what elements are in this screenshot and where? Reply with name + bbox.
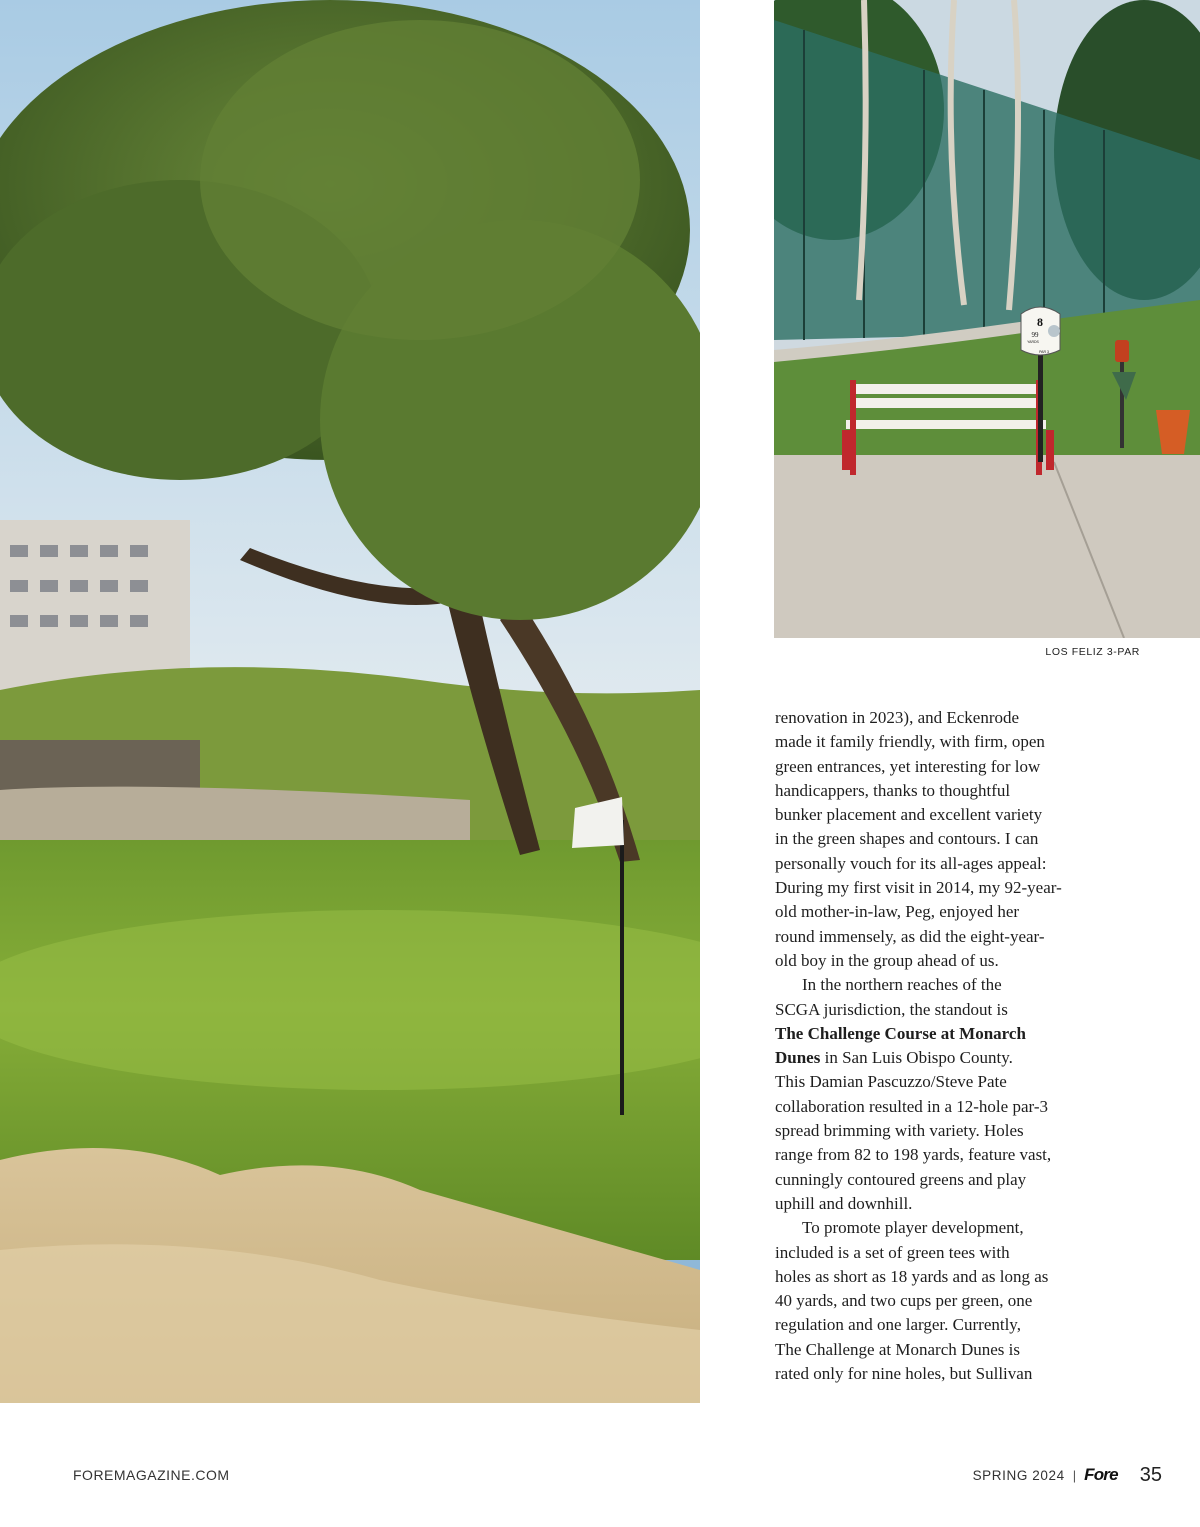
- text-line: renovation in 2023), and Eckenrode: [775, 708, 1020, 727]
- text-line: in the green shapes and contours. I can: [775, 829, 1039, 849]
- sign-yards: 99: [1031, 331, 1039, 339]
- footer-folio: [950, 1462, 1162, 1488]
- text-line: rated only for nine holes, but Sullivan: [775, 1364, 1033, 1384]
- paragraph-3: [775, 1216, 1105, 1386]
- text-line: bunker placement and excellent variety: [775, 805, 1043, 825]
- text-line: [775, 1022, 1105, 1046]
- text-line: This Damian Pascuzzo/Steve Pate: [775, 1072, 1007, 1092]
- tee-bench-photo: [774, 0, 1200, 638]
- course-name-bold: Dunes: [775, 1048, 821, 1068]
- footer-website[interactable]: FOREMAGAZINE.COM: [73, 1467, 230, 1483]
- text-line: During my first visit in 2014, my 92-year-: [775, 878, 1062, 898]
- text-line: spread brimming with variety. Holes: [775, 1121, 1024, 1141]
- text-line: made it family friendly, with firm, open: [775, 732, 1045, 752]
- text-line: round immensely, as did the eight-year-: [775, 926, 1045, 946]
- text-line: In the northern reaches of the: [802, 975, 1002, 995]
- text-line: holes as short as 18 yards and as long as: [775, 1266, 1049, 1286]
- sign-number: 8: [1037, 315, 1043, 329]
- text-line: personally vouch for its all-ages appeal:: [775, 853, 1047, 873]
- text-line: The Challenge at Monarch Dunes is: [775, 1339, 1021, 1359]
- photo-caption: LOS FELIZ 3-PAR: [1045, 646, 1140, 658]
- text-line: cunningly contoured greens and play: [775, 1169, 1027, 1189]
- text-line: range from 82 to 198 yards, feature vast,: [775, 1145, 1052, 1165]
- text-line: included is a set of green tees with: [775, 1242, 1010, 1262]
- footer-issue: SPRING 2024: [972, 1467, 1065, 1483]
- paragraph-2: [775, 973, 1105, 1216]
- text-line: green entrances, yet interesting for low: [775, 756, 1041, 776]
- text-line: regulation and one larger. Currently,: [775, 1315, 1021, 1335]
- text-line: 40 yards, and two cups per green, one: [775, 1291, 1033, 1311]
- text-line: SCGA jurisdiction, the standout is: [775, 999, 1008, 1019]
- fore-logo: Fore: [1084, 1465, 1118, 1484]
- article-body: [775, 706, 1105, 1386]
- text-line: old mother-in-law, Peg, enjoyed her: [775, 902, 1020, 922]
- text-line: handicappers, thanks to thoughtful: [775, 780, 1011, 800]
- tee-bench-illustration: [774, 0, 1200, 638]
- text-line: To promote player development,: [802, 1218, 1024, 1238]
- text-line: collaboration resulted in a 12-hole par-3: [775, 1096, 1048, 1116]
- page-number: 35: [1139, 1463, 1162, 1486]
- paragraph-1: [775, 706, 1105, 973]
- text-line: old boy in the group ahead of us.: [775, 950, 999, 970]
- text-line: [775, 1046, 1105, 1070]
- text-fragment: in San Luis Obispo County.: [820, 1048, 1013, 1068]
- sign-yards-label: YARDS: [1027, 340, 1039, 344]
- sign-par: PAR 3: [1039, 350, 1049, 354]
- course-name-bold: The Challenge Course at Monarch: [775, 1023, 1026, 1043]
- text-line: uphill and downhill.: [775, 1193, 913, 1213]
- footer-separator: |: [1072, 1467, 1077, 1483]
